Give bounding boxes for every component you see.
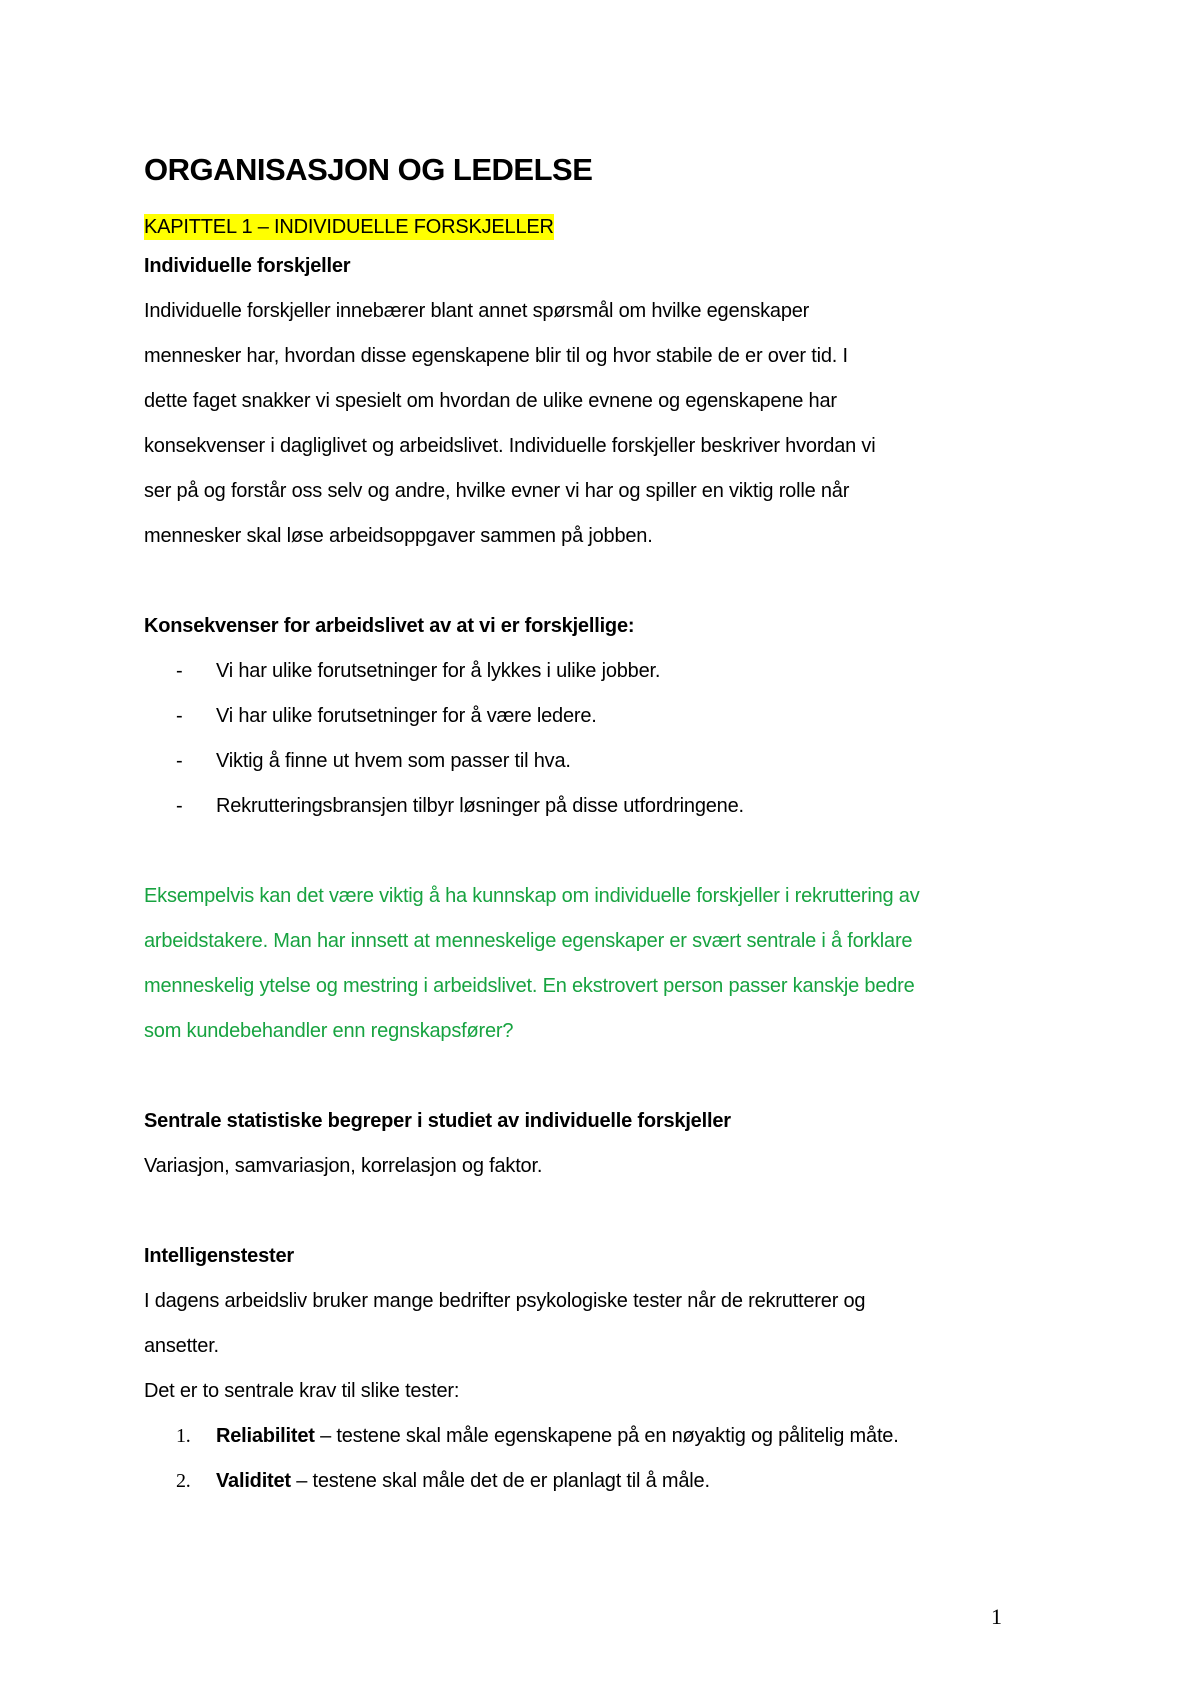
example-line: arbeidstakere. Man har innsett at menneskelige egenskaper er svært sentrale i å forklare xyxy=(144,930,913,952)
paragraph-line: Individuelle forskjeller innebærer blant annet spørsmål om hvilke egenskaper xyxy=(144,300,810,322)
paragraph-line: ansetter. xyxy=(144,1335,219,1357)
section-heading-statistics: Sentrale statistiske begreper i studiet av individuelle forskjeller xyxy=(144,1110,731,1132)
consequences-list xyxy=(144,649,1044,829)
list-item: - Rekrutteringsbransjen tilbyr løsninger på disse utfordringene. xyxy=(144,784,1044,829)
term-description: – testene skal måle egenskapene på en nøyaktig og pålitelig måte. xyxy=(314,1425,899,1447)
spacer xyxy=(144,1189,1044,1234)
requirements-intro: Det er to sentrale krav til slike tester: xyxy=(144,1380,460,1402)
section-heading-individual-differences: Individuelle forskjeller xyxy=(144,255,351,277)
statistics-text: Variasjon, samvariasjon, korrelasjon og faktor. xyxy=(144,1155,543,1177)
term-description: – testene skal måle det de er planlagt til å måle. xyxy=(290,1470,710,1492)
section-paragraph xyxy=(144,289,1044,559)
spacer xyxy=(144,1054,1044,1099)
paragraph-line: konsekvenser i dagliglivet og arbeidslivet. Individuelle forskjeller beskriver hvordan vi xyxy=(144,435,876,457)
example-paragraph xyxy=(144,874,1044,1054)
spacer xyxy=(144,829,1044,874)
term-validity: Validitet xyxy=(216,1470,291,1492)
page-number: 1 xyxy=(991,1604,1002,1629)
example-line: Eksempelvis kan det være viktig å ha kunnskap om individuelle forskjeller i rekruttering av xyxy=(144,885,920,907)
list-item-reliability xyxy=(144,1414,1044,1459)
list-item: - Vi har ulike forutsetninger for å være ledere. xyxy=(144,694,1044,739)
example-line: som kundebehandler enn regnskapsfører? xyxy=(144,1020,514,1042)
list-number: 1. xyxy=(176,1425,191,1447)
requirements-list xyxy=(144,1414,1044,1504)
list-item: - Viktig å finne ut hvem som passer til hva. xyxy=(144,739,1044,784)
section-heading-intelligence-tests: Intelligenstester xyxy=(144,1245,294,1267)
list-item: - Vi har ulike forutsetninger for å lykkes i ulike jobber. xyxy=(144,649,1044,694)
page-content xyxy=(144,150,1044,1504)
paragraph-line: dette faget snakker vi spesielt om hvordan de ulike evnene og egenskapene har xyxy=(144,390,837,412)
example-line: menneskelig ytelse og mestring i arbeidslivet. En ekstrovert person passer kanskje bedre xyxy=(144,975,915,997)
list-item-validity xyxy=(144,1459,1044,1504)
paragraph-line: mennesker har, hvordan disse egenskapene blir til og hvor stabile de er over tid. I xyxy=(144,345,848,367)
chapter-heading-highlight: KAPITTEL 1 – INDIVIDUELLE FORSKJELLER xyxy=(144,216,554,238)
document-title: ORGANISASJON OG LEDELSE xyxy=(144,152,593,187)
section-heading-consequences: Konsekvenser for arbeidslivet av at vi er forskjellige: xyxy=(144,615,635,637)
list-number: 2. xyxy=(176,1470,191,1492)
paragraph-line: ser på og forstår oss selv og andre, hvilke evner vi har og spiller en viktig rolle når xyxy=(144,480,850,502)
chapter-heading xyxy=(144,210,1044,244)
spacer xyxy=(144,559,1044,604)
paragraph-line: mennesker skal løse arbeidsoppgaver sammen på jobben. xyxy=(144,525,653,547)
paragraph-line: I dagens arbeidsliv bruker mange bedrifter psykologiske tester når de rekrutterer og xyxy=(144,1290,866,1312)
term-reliability: Reliabilitet xyxy=(216,1425,315,1447)
